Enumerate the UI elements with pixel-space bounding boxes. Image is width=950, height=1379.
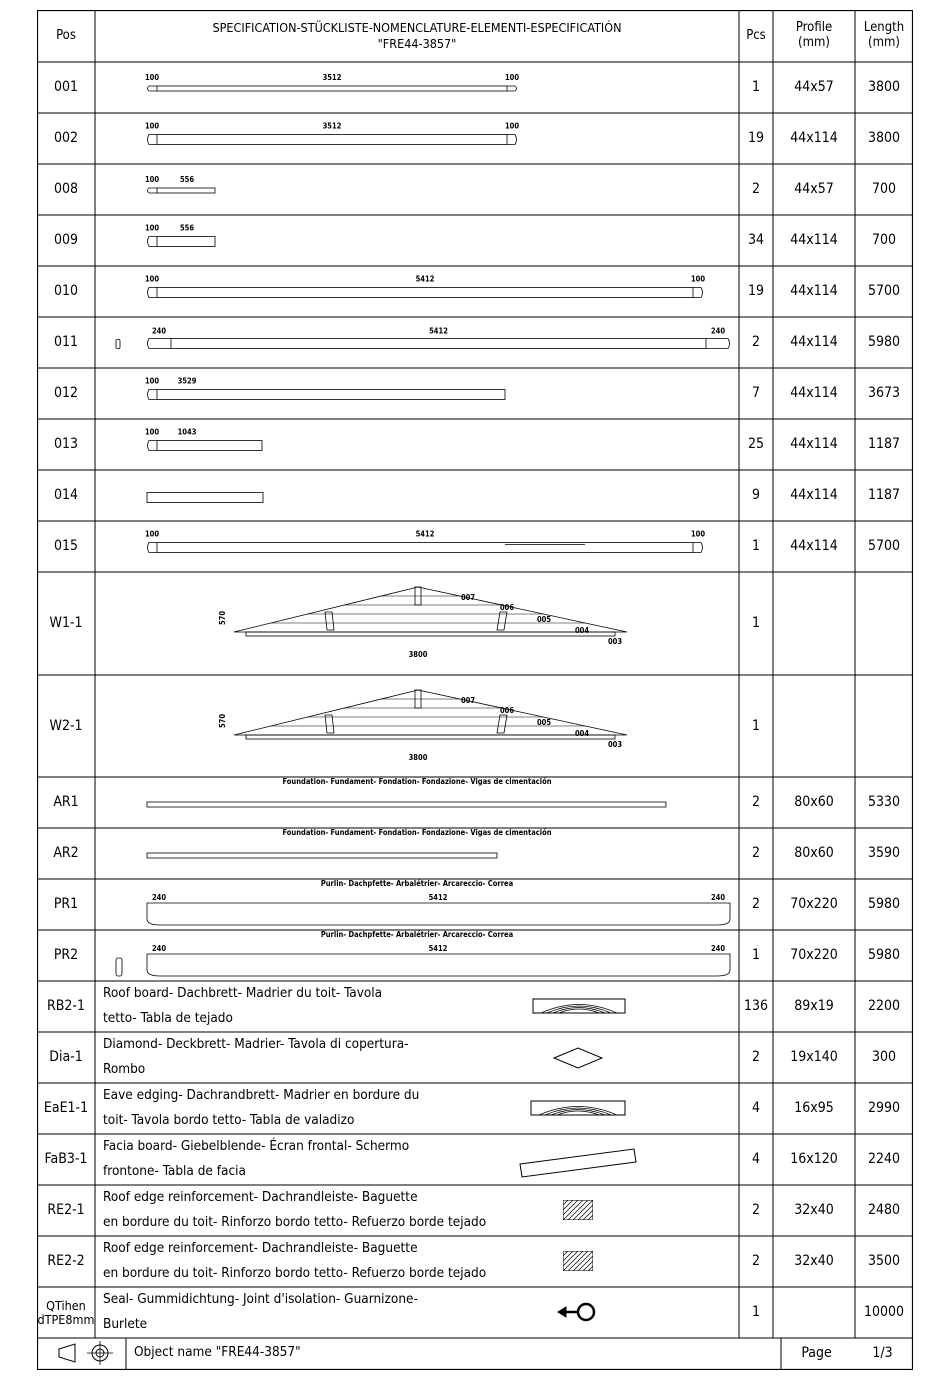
board-end-left: [148, 441, 158, 451]
row-profile: 80x60: [794, 845, 834, 862]
description-line-1: Roof edge reinforcement- Dachrandleiste- Baguette: [103, 1240, 418, 1256]
row-pcs: 34: [747, 232, 765, 249]
row-pos: W2-1: [49, 717, 83, 734]
board-end-left: [148, 339, 172, 349]
row-profile: 70x220: [790, 947, 838, 964]
pos-line-1: QTihen: [46, 1298, 86, 1314]
row-length: 10000: [863, 1304, 905, 1321]
dim-right: 240: [710, 326, 726, 336]
row-length: 1187: [867, 487, 901, 504]
row-profile: 80x60: [794, 794, 834, 811]
foundation-caption: Foundation- Fundament- Fondation- Fondazione- Vigas de cimentación: [282, 828, 552, 837]
row-length: 3800: [867, 79, 901, 96]
part-drawings: [37, 10, 913, 1370]
board-end-right: [693, 288, 703, 298]
dim-left: 240: [151, 326, 167, 336]
projection-cone-icon: [59, 1344, 75, 1362]
row-pcs: 7: [751, 385, 760, 402]
row-pcs: 2: [751, 845, 760, 862]
description-line-2: frontone- Tabla de facia: [103, 1163, 246, 1179]
row-pos: RE2-2: [47, 1253, 85, 1270]
truss-outline: [234, 690, 627, 735]
row-length: 2240: [867, 1151, 901, 1168]
row-pos: PR1: [53, 896, 79, 913]
truss-strut-right: [497, 715, 507, 733]
board-end-left: [148, 86, 158, 91]
row-profile: 32x40: [794, 1202, 834, 1219]
row-pos: EaE1-1: [43, 1100, 89, 1117]
row-length: 5700: [867, 538, 901, 555]
seal-icon: [578, 1304, 594, 1320]
dim-left: 100: [144, 274, 160, 284]
part-label: 005: [536, 615, 552, 624]
header-pcs: Pcs: [746, 27, 766, 43]
row-profile: 44x114: [790, 232, 838, 249]
description-line-2: Burlete: [103, 1316, 148, 1332]
row-pcs: 2: [751, 181, 760, 198]
row-pcs: 1: [751, 947, 760, 964]
part-label: 003: [607, 740, 623, 749]
row-pos: 011: [53, 334, 79, 351]
diamond-section-icon: [554, 1048, 602, 1068]
board-end-left: [148, 135, 158, 145]
dim-left: 100: [144, 121, 160, 131]
reinforcement-section-icon: [548, 1251, 613, 1271]
row-pcs: 4: [751, 1151, 760, 1168]
profile-line-1: Profile: [795, 20, 833, 36]
row-pos: 015: [53, 538, 79, 555]
row-profile: 44x114: [790, 283, 838, 300]
dim-left: 100: [144, 427, 160, 437]
description-line-2: tetto- Tabla de tejado: [103, 1010, 233, 1026]
row-pos: RE2-1: [47, 1202, 85, 1219]
row-pcs: 1: [751, 79, 760, 96]
row-pos: Dia-1: [49, 1049, 83, 1066]
row-pos: RB2-1: [47, 998, 85, 1015]
footer-page-label: Page: [801, 1344, 832, 1361]
row-profile: 44x114: [790, 130, 838, 147]
dim-right: 100: [504, 73, 520, 82]
dim-middle: 3512: [322, 121, 342, 131]
profile-end-view: [116, 958, 122, 976]
row-pos: 009: [53, 232, 79, 249]
board-end-left: [148, 288, 158, 298]
board-body: [157, 390, 505, 400]
dim-left: 100: [144, 175, 160, 184]
board-end-right: [507, 86, 517, 91]
purlin-caption: Purlin- Dachpfette- Arbalétrier- Arcareccio- Correa: [320, 930, 514, 939]
row-length: 3500: [867, 1253, 901, 1270]
board-body: [157, 86, 507, 91]
title-line-2: "FRE44-3857": [377, 36, 457, 51]
row-pcs: 2: [751, 334, 760, 351]
part-label: 004: [574, 729, 590, 738]
row-pcs: 25: [747, 436, 765, 453]
eave-edging-section-icon: [531, 1101, 625, 1115]
row-profile: 44x114: [790, 487, 838, 504]
description-line-2: toit- Tavola bordo tetto- Tabla de valadizo: [103, 1112, 355, 1128]
row-profile: 44x114: [790, 436, 838, 453]
row-pcs: 2: [751, 794, 760, 811]
row-pcs: 2: [751, 1049, 760, 1066]
board-end-right: [507, 135, 517, 145]
row-length: 2200: [867, 998, 901, 1015]
row-profile: 19x140: [790, 1049, 838, 1066]
row-length: 300: [871, 1049, 897, 1066]
board-body: [157, 188, 215, 193]
length-line-1: Length: [863, 20, 905, 36]
row-pcs: 4: [751, 1100, 760, 1117]
dim-left: 240: [151, 893, 167, 902]
description-line-1: Roof board- Dachbrett- Madrier du toit- Tavola: [103, 985, 383, 1001]
purlin-body: [147, 903, 730, 925]
row-pcs: 19: [747, 283, 765, 300]
footer-page-number: 1/3: [872, 1344, 893, 1361]
part-label: 006: [499, 603, 515, 612]
title-line-1: SPECIFICATION-STÜCKLISTE-NOMENCLATURE-ELEMENTI-ESPECIFICATIÓN: [212, 20, 622, 36]
dim-right: 100: [504, 121, 520, 131]
row-pcs: 2: [751, 1202, 760, 1219]
board-body: [157, 237, 215, 247]
row-profile: 16x95: [794, 1100, 834, 1117]
row-length: 1187: [867, 436, 901, 453]
row-length: 5980: [867, 334, 901, 351]
row-profile: 32x40: [794, 1253, 834, 1270]
dim-middle: 5412: [429, 326, 448, 336]
profile-end-view: [116, 340, 120, 349]
dim-height: 570: [218, 610, 227, 626]
specification-sheet: [37, 10, 913, 1370]
description-line-1: Seal- Gummidichtung- Joint d'isolation- Guarnizone-: [103, 1291, 418, 1307]
row-pos: 001: [53, 79, 79, 96]
row-length: 700: [871, 181, 897, 198]
footer-object-name: Object name "FRE44-3857": [134, 1344, 301, 1361]
foundation-beam: [147, 802, 666, 807]
board-body: [157, 288, 693, 298]
board-body: [157, 543, 693, 553]
profile-line-2: (mm): [798, 35, 830, 50]
board-body: [157, 135, 507, 145]
dim-middle: 5412: [415, 529, 435, 539]
row-pos: FaB3-1: [44, 1151, 88, 1168]
reinforcement-section-icon: [548, 1200, 613, 1220]
part-label: 006: [499, 706, 515, 715]
row-profile: 44x57: [794, 79, 834, 96]
dim-left: 100: [144, 223, 160, 233]
dim-middle: 1043: [177, 427, 197, 437]
board-end-left: [148, 237, 158, 247]
row-pos: PR2: [53, 947, 79, 964]
truss-strut-right: [497, 612, 507, 630]
row-profile: 16x120: [790, 1151, 838, 1168]
dim-left: 100: [144, 73, 160, 82]
row-length: 2480: [867, 1202, 901, 1219]
seal-icon-arrow: [558, 1307, 566, 1317]
pos-line-2: dTPE8mm: [37, 1311, 95, 1327]
row-pcs: 1: [751, 615, 760, 632]
row-pos: 014: [53, 487, 79, 504]
row-profile: 44x114: [790, 538, 838, 555]
description-line-2: en bordure du toit- Rinforzo bordo tetto- Refuerzo borde tejado: [103, 1265, 487, 1281]
dim-middle: 5412: [415, 274, 435, 284]
dim-right: 240: [710, 893, 726, 902]
row-length: 5330: [867, 794, 901, 811]
dim-middle: 5412: [428, 893, 448, 902]
row-pcs: 19: [747, 130, 765, 147]
dim-right: 240: [710, 944, 726, 953]
row-pos: AR1: [53, 794, 79, 811]
part-label: 003: [607, 637, 623, 646]
header-pos: Pos: [56, 27, 76, 43]
row-length: 5980: [867, 947, 901, 964]
row-profile: 89x19: [794, 998, 834, 1015]
row-pos: 012: [53, 385, 79, 402]
row-length: 3590: [867, 845, 901, 862]
row-length: 700: [871, 232, 897, 249]
row-length: 3673: [867, 385, 901, 402]
part-label: 005: [536, 718, 552, 727]
row-pcs: 1: [751, 1304, 760, 1321]
truss-bottom-chord: [246, 735, 615, 739]
truss-outline: [234, 587, 627, 632]
dim-middle: 3529: [177, 376, 197, 386]
dim-middle: 3512: [322, 73, 342, 82]
board-end-right: [706, 339, 730, 349]
row-profile: 70x220: [790, 896, 838, 913]
row-length: 5700: [867, 283, 901, 300]
truss-strut-left: [325, 612, 334, 630]
length-line-2: (mm): [868, 35, 900, 50]
dim-left: 100: [144, 529, 160, 539]
board-end-left: [148, 188, 158, 193]
board-body: [171, 339, 706, 349]
description-line-1: Diamond- Deckbrett- Madrier- Tavola di copertura-: [103, 1036, 409, 1052]
row-pos: W1-1: [49, 615, 83, 632]
row-length: 5980: [867, 896, 901, 913]
dim-middle: 556: [179, 175, 195, 184]
row-pos: 010: [53, 283, 79, 300]
description-line-1: Roof edge reinforcement- Dachrandleiste- Baguette: [103, 1189, 418, 1205]
roof-board-section-icon: [533, 999, 625, 1013]
row-pcs: 9: [751, 487, 760, 504]
row-profile: 44x114: [790, 385, 838, 402]
dim-right: 100: [690, 274, 706, 284]
dim-span: 3800: [408, 650, 428, 659]
row-pcs: 2: [751, 896, 760, 913]
part-label: 007: [460, 696, 476, 705]
part-label: 007: [460, 593, 476, 602]
row-pos: 013: [53, 436, 79, 453]
row-pos: AR2: [53, 845, 79, 862]
dim-height: 570: [218, 713, 227, 729]
dim-right: 100: [690, 529, 706, 539]
row-pos: 002: [53, 130, 79, 147]
dim-middle: 556: [179, 223, 195, 233]
row-profile: 44x114: [790, 334, 838, 351]
description-line-1: Eave edging- Dachrandbrett- Madrier en bordure du: [103, 1087, 420, 1103]
description-line-2: Rombo: [103, 1061, 146, 1077]
purlin-caption: Purlin- Dachpfette- Arbalétrier- Arcareccio- Correa: [320, 879, 514, 888]
row-length: 2990: [867, 1100, 901, 1117]
description-line-2: en bordure du toit- Rinforzo bordo tetto- Refuerzo borde tejado: [103, 1214, 487, 1230]
dim-middle: 5412: [428, 944, 448, 953]
board-end-left: [148, 390, 158, 400]
part-label: 004: [574, 626, 590, 635]
truss-bottom-chord: [246, 632, 615, 636]
foundation-beam: [147, 853, 497, 858]
facia-board-icon: [520, 1149, 636, 1177]
truss-strut-left: [325, 715, 334, 733]
dim-left: 100: [144, 376, 160, 386]
foundation-caption: Foundation- Fundament- Fondation- Fondazione- Vigas de cimentación: [282, 777, 552, 786]
dim-span: 3800: [408, 753, 428, 762]
row-pcs: 1: [751, 538, 760, 555]
row-pcs: 2: [751, 1253, 760, 1270]
purlin-body: [147, 954, 730, 976]
dim-left: 240: [151, 944, 167, 953]
description-line-1: Facia board- Giebelblende- Écran frontal- Schermo: [103, 1138, 410, 1154]
row-profile: 44x57: [794, 181, 834, 198]
board-body: [157, 441, 262, 451]
board-body: [147, 493, 263, 503]
row-pos: 008: [53, 181, 79, 198]
row-pcs: 1: [751, 717, 760, 734]
row-length: 3800: [867, 130, 901, 147]
row-pcs: 136: [743, 998, 769, 1015]
board-end-left: [148, 543, 158, 553]
board-end-right: [693, 543, 703, 553]
